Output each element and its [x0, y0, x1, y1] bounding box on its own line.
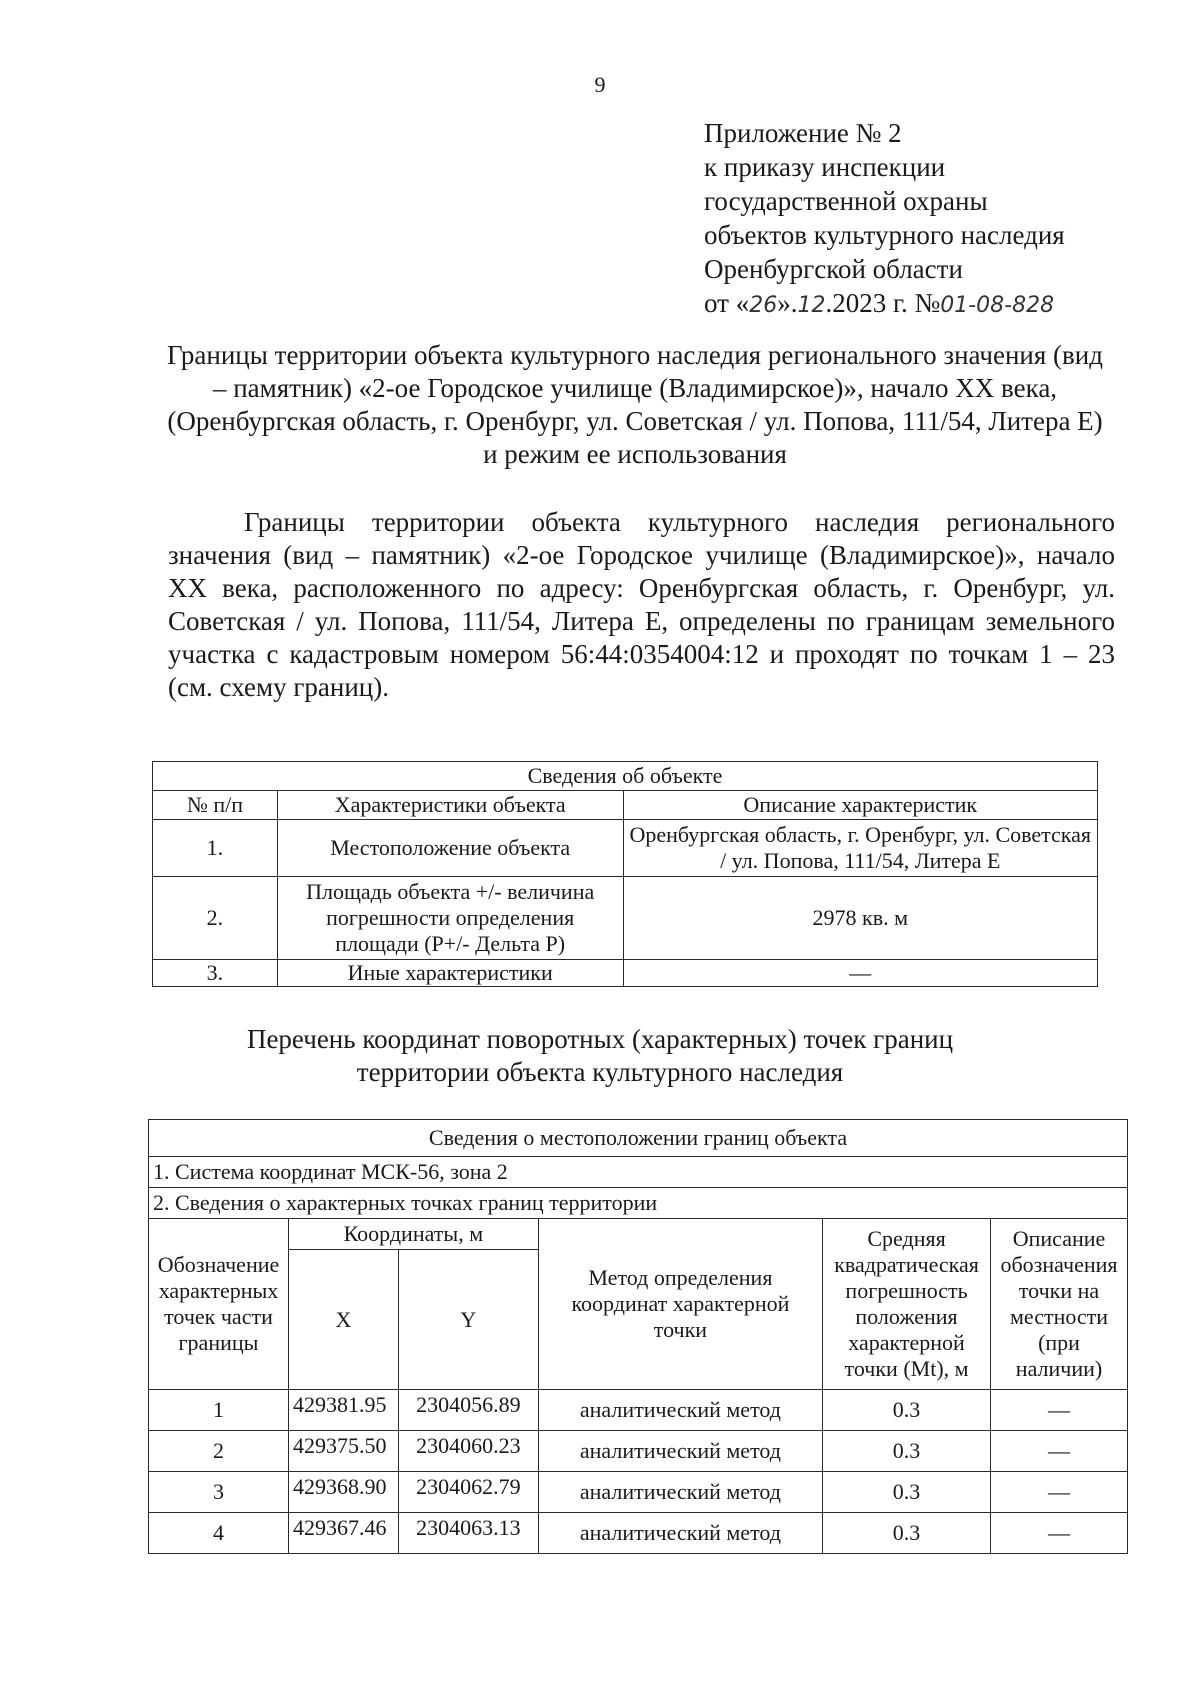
row-characteristic: Площадь объекта +/- величина погрешности определения площади (Р+/- Дельта Р) — [277, 877, 623, 960]
page-number: 9 — [594, 72, 606, 97]
object-info-table — [152, 761, 1098, 987]
document-title: Границы территории объекта культурного наследия регионального значения (вид – памятник) «2-ое Городское училище (Владимирское)», начало XX века, (Оренбургская область, г. Оренбург, ул. Советская / ул. Попова, 111/54, Литера Е) и режим ее использования — [167, 340, 1103, 469]
coordinates-table — [148, 1119, 1128, 1554]
row-number: 1. — [153, 820, 278, 877]
point-description: — — [991, 1431, 1128, 1472]
table-row — [149, 1513, 1128, 1554]
point-method: аналитический метод — [538, 1513, 822, 1554]
row-number: 3. — [153, 960, 278, 987]
appendix-line: Приложение № 2 — [704, 118, 902, 148]
row-number: 2. — [153, 877, 278, 960]
table-row — [149, 1472, 1128, 1513]
point-number: 2 — [149, 1431, 289, 1472]
body-paragraph: Границы территории объекта культурного наследия регионального значения (вид – памятник) «2-ое Городское училище (Владимирское)», начало XX века, расположенного по адресу: Оренбургская область, г. Оренбург, ул. Советская / ул. Попова, 111/54, Литера Е, определены по границам земельного участка с кадастровым номером 56:44:0354004:12 и проходят по точкам 1 – 23 (см. схему границ). — [168, 507, 1115, 702]
point-mt: 0.3 — [823, 1390, 991, 1431]
method-header: Метод определения координат характерной точки — [538, 1219, 822, 1390]
point-x: 429375.50 — [288, 1431, 398, 1472]
table-row — [153, 877, 1098, 960]
row-description: — — [623, 960, 1097, 987]
appendix-line: к приказу инспекции — [704, 152, 946, 182]
table-row — [153, 820, 1098, 877]
point-mt: 0.3 — [823, 1431, 991, 1472]
column-header: Характеристики объекта — [277, 791, 623, 820]
appendix-line: объектов культурного наследия — [704, 220, 1065, 250]
date-prefix: от « — [704, 288, 750, 318]
appendix-line: государственной охраны — [704, 186, 988, 216]
row-description: 2978 кв. м — [623, 877, 1097, 960]
point-number: 1 — [149, 1390, 289, 1431]
point-description: — — [991, 1513, 1128, 1554]
table-row — [153, 960, 1098, 987]
point-x: 429381.95 — [288, 1390, 398, 1431]
x-header: X — [288, 1250, 398, 1390]
point-method: аналитический метод — [538, 1472, 822, 1513]
appendix-line: Оренбургской области — [704, 254, 963, 284]
coords-header: Координаты, м — [288, 1219, 538, 1250]
coordinate-system: 1. Система координат МСК-56, зона 2 — [149, 1157, 1128, 1188]
point-x: 429367.46 — [288, 1513, 398, 1554]
description-header: Описание обозначения точки на местности (при наличии) — [991, 1219, 1128, 1390]
handwritten-day: 26 — [749, 293, 778, 318]
row-characteristic: Местоположение объекта — [277, 820, 623, 877]
row-characteristic: Иные характеристики — [277, 960, 623, 987]
coordinates-section-title: Перечень координат поворотных (характерных) точек границ территории объекта культурного наследия — [246, 1024, 954, 1087]
point-number: 4 — [149, 1513, 289, 1554]
point-y: 2304062.79 — [398, 1472, 538, 1513]
handwritten-month: 12 — [797, 293, 826, 318]
point-number: 3 — [149, 1472, 289, 1513]
table-row — [149, 1390, 1128, 1431]
point-mt: 0.3 — [823, 1472, 991, 1513]
point-method: аналитический метод — [538, 1431, 822, 1472]
column-header: Описание характеристик — [623, 791, 1097, 820]
point-y: 2304056.89 — [398, 1390, 538, 1431]
appendix-block — [704, 116, 1065, 323]
point-description: — — [991, 1390, 1128, 1431]
column-header: № п/п — [153, 791, 278, 820]
coords-table-caption: Сведения о местоположении границ объекта — [149, 1120, 1128, 1157]
date-sep: ». — [777, 288, 798, 318]
error-header: Средняя квадратическая погрешность положения характерной точки (Mt), м — [823, 1219, 991, 1390]
row-description: Оренбургская область, г. Оренбург, ул. Советская / ул. Попова, 111/54, Литера Е — [623, 820, 1097, 877]
object-table-caption: Сведения об объекте — [153, 762, 1098, 791]
date-year: .2023 г. № — [825, 288, 941, 318]
point-method: аналитический метод — [538, 1390, 822, 1431]
point-description: — — [991, 1472, 1128, 1513]
point-mt: 0.3 — [823, 1513, 991, 1554]
y-header: Y — [398, 1250, 538, 1390]
designation-header: Обозначение характерных точек части границы — [149, 1219, 289, 1390]
point-x: 429368.90 — [288, 1472, 398, 1513]
point-y: 2304060.23 — [398, 1431, 538, 1472]
points-info: 2. Сведения о характерных точках границ территории — [149, 1188, 1128, 1219]
appendix-date-line — [704, 286, 1065, 323]
point-y: 2304063.13 — [398, 1513, 538, 1554]
handwritten-order-number: 01-08-828 — [940, 293, 1055, 318]
table-row — [149, 1431, 1128, 1472]
